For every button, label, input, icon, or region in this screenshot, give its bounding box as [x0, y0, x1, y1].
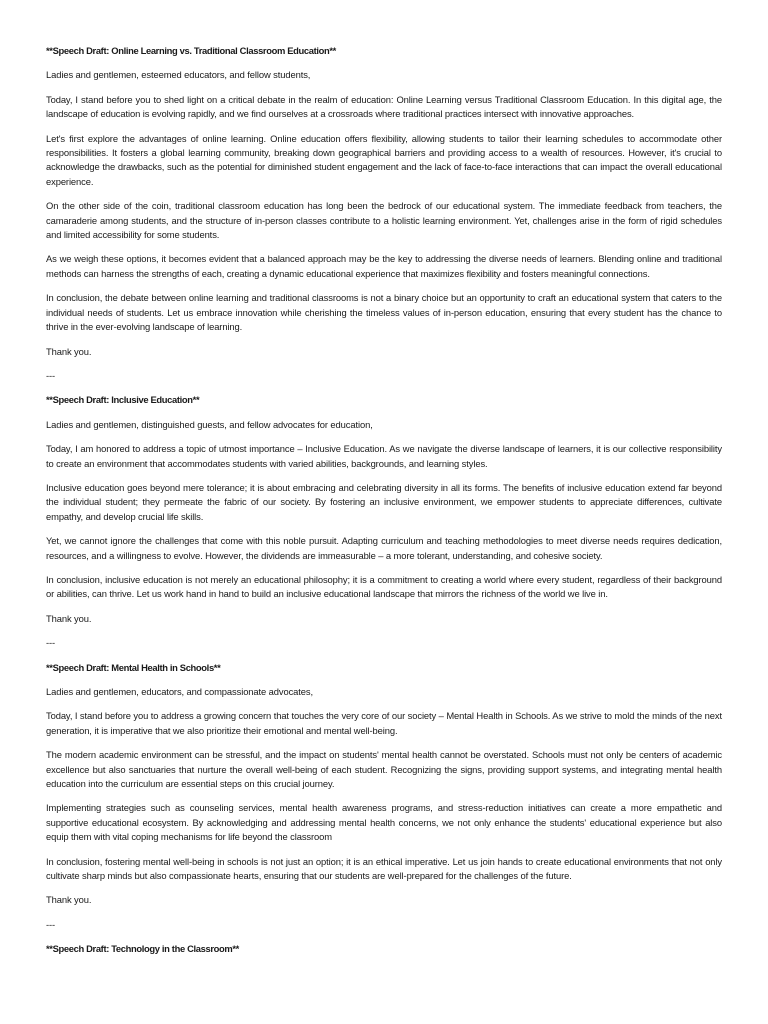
- speech-paragraph: Ladies and gentlemen, distinguished guests, and fellow advocates for education,: [46, 418, 373, 430]
- speech-paragraph: Yet, we cannot ignore the challenges that come with this noble pursuit. Adapting curriculum and teaching methodologies to meet diverse needs requires dedication, resources, and a willingness to evolve. However, the dividends are immeasurable – a more tolerant, understanding, and cohesive society.: [46, 535, 722, 561]
- speech-paragraph: Thank you.: [46, 894, 92, 906]
- speech-paragraph: Ladies and gentlemen, educators, and compassionate advocates,: [46, 686, 313, 697]
- speech-paragraph: In conclusion, inclusive education is not merely an educational philosophy; it is a commitment to creating a world where every student, regardless of their background or abilities, can thrive. Let us work hand in hand to build an inclusive educational landscape that mirrors the richness of the world we live in.: [46, 573, 722, 600]
- section-separator: ---: [46, 369, 56, 381]
- speech-paragraph: Today, I stand before you to shed light on a critical debate in the realm of education: Online Learning versus Traditional Classroom Education. In this digital age, the landscape of education is evolving rapidly, and we find ourselves at a crossroads where traditional practices intersect with innovative approaches.: [46, 93, 722, 120]
- speech-paragraph: Today, I am honored to address a topic of utmost importance – Inclusive Education. As we navigate the diverse landscape of learners, it is our collective responsibility to create an environment that accommodates students with varied abilities, backgrounds, and learning styles.: [46, 443, 722, 469]
- speech-paragraph: Today, I stand before you to address a growing concern that touches the very core of our society – Mental Health in Schools. As we strive to mold the minds of the next generation, it is imperative that we also prioritize their emotional and mental well-being.: [46, 710, 722, 736]
- speech-paragraph: Inclusive education goes beyond mere tolerance; it is about embracing and celebrating diversity in all its forms. The benefits of inclusive education extend far beyond the individual student; they permeate the fabric of our society. By fostering an inclusive environment, we empower students to appreciate differences, cultivate empathy, and develop crucial life skills.: [46, 481, 722, 522]
- speech-paragraph: Implementing strategies such as counseling services, mental health awareness programs, and stress-reduction initiatives can create a more empathetic and supportive educational ecosystem. By acknowledging and addressing mental health concerns, we not only enhance the students' educational experience but also equip them with vital coping mechanisms for life beyond the classroom: [46, 802, 722, 843]
- speech-heading: **Speech Draft: Technology in the Classroom**: [46, 943, 239, 955]
- section-separator: ---: [46, 637, 56, 649]
- speech-paragraph: In conclusion, fostering mental well-being in schools is not just an option; it is an ethical imperative. Let us join hands to create educational environments that not only cultivate sharp minds but also compassionate hearts, ensuring that our students are well-prepared for the challenges of the future.: [46, 855, 722, 882]
- speech-paragraph: In conclusion, the debate between online learning and traditional classrooms is not a binary choice but an opportunity to craft an educational system that caters to the individual needs of students. Let us embrace innovation while cherishing the timeless values of in-person education, ensuring that every student has the chance to thrive in the ever-evolving landscape of learning.: [46, 292, 722, 333]
- document-body: [46, 44, 722, 967]
- speech-heading: **Speech Draft: Inclusive Education**: [46, 394, 200, 406]
- speech-paragraph: As we weigh these options, it becomes evident that a balanced approach may be the key to addressing the diverse needs of learners. Blending online and traditional methods can harness the strengths of each, creating a dynamic educational experience that maximizes flexibility and fosters meaningful connections.: [46, 253, 722, 279]
- section-separator: ---: [46, 918, 56, 930]
- speech-paragraph: Ladies and gentlemen, esteemed educators, and fellow students,: [46, 69, 311, 81]
- speech-heading: **Speech Draft: Mental Health in Schools**: [46, 661, 221, 673]
- speech-paragraph: Thank you.: [46, 345, 92, 357]
- speech-heading: **Speech Draft: Online Learning vs. Traditional Classroom Education**: [46, 45, 336, 56]
- speech-paragraph: Thank you.: [46, 612, 92, 624]
- speech-paragraph: The modern academic environment can be stressful, and the impact on students' mental health cannot be overstated. Schools must not only be centers of academic excellence but also sanctuaries that nurture the overall well-being of each student. Recognizing the signs, providing support systems, and integrating mental health education into the curriculum are essential steps on this crucial journey.: [46, 749, 722, 790]
- speech-paragraph: Let's first explore the advantages of online learning. Online education offers flexibility, allowing students to tailor their learning schedules to accommodate other responsibilities. It fosters a global learning community, breaking down geographical barriers and providing access to a wealth of resources. However, it's crucial to acknowledge the drawbacks, such as the potential for diminished student engagement and the lack of face-to-face interactions that can impact the overall educational experience.: [46, 132, 722, 187]
- speech-paragraph: On the other side of the coin, traditional classroom education has long been the bedrock of our educational system. The immediate feedback from teachers, the camaraderie among students, and the structure of in-person classes contribute to a holistic learning environment. Yet, challenges arise in the form of rigid schedules and limited accessibility for some students.: [46, 200, 722, 241]
